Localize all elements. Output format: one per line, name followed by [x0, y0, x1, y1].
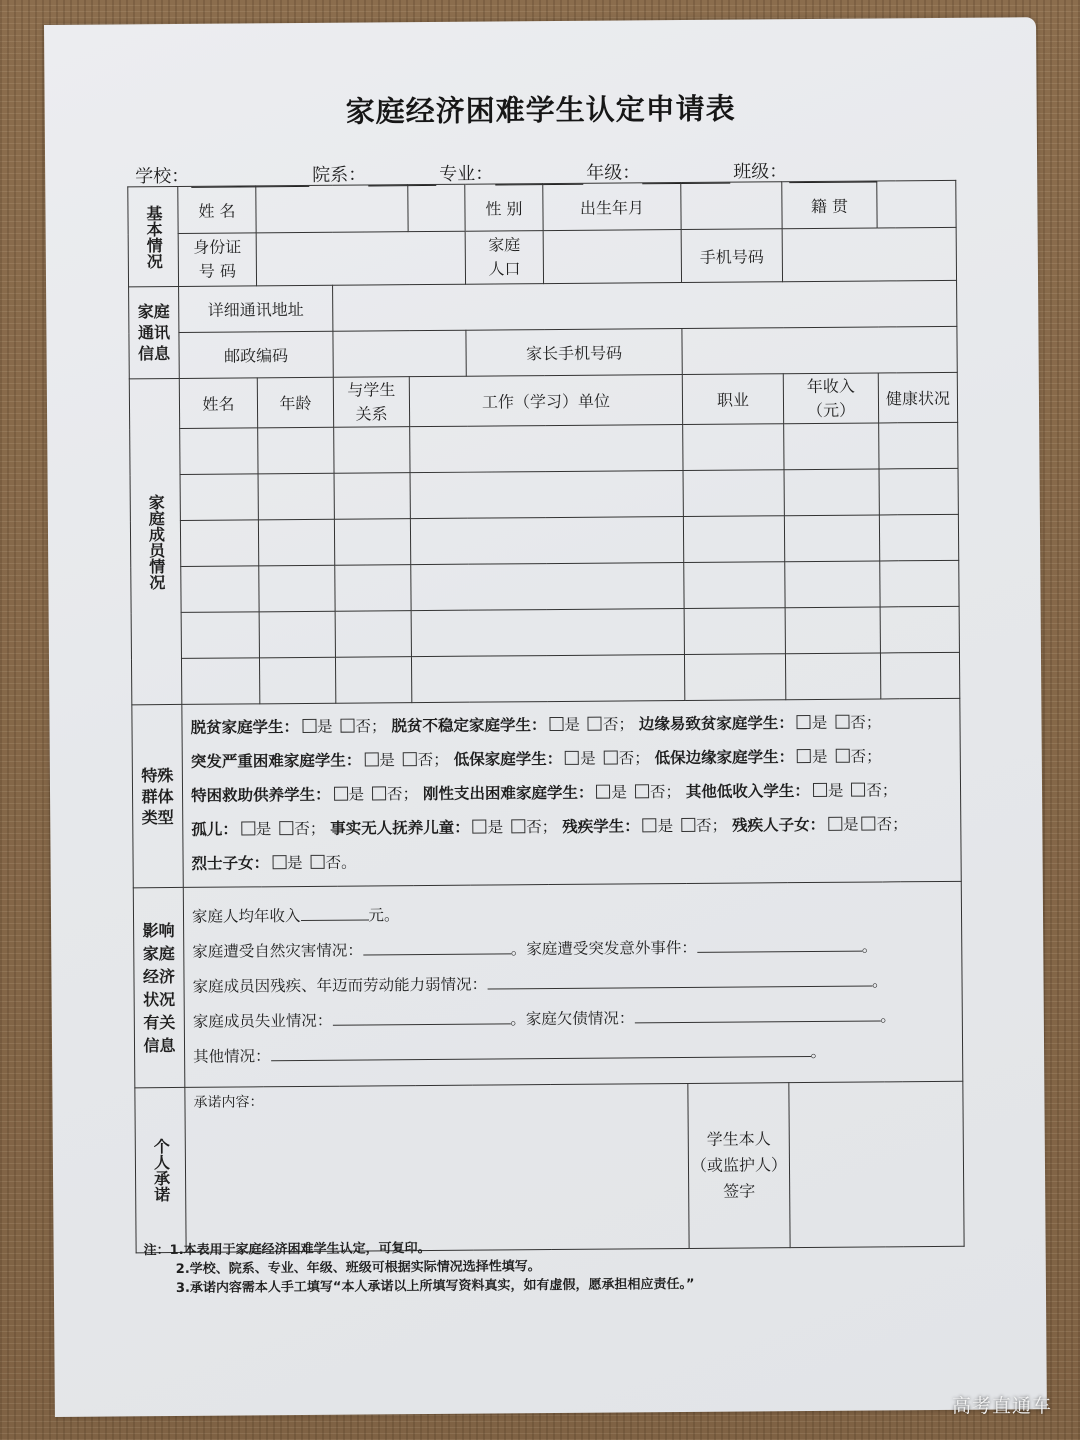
- table-row: [130, 468, 958, 521]
- cell[interactable]: [879, 422, 958, 469]
- unemployment-field[interactable]: [332, 1007, 510, 1025]
- col-workplace: 工作（学习）单位: [409, 374, 682, 426]
- cell[interactable]: [410, 470, 683, 518]
- cell[interactable]: [684, 608, 785, 655]
- cell[interactable]: [683, 424, 784, 471]
- col-health: 健康状况: [878, 372, 957, 423]
- cell[interactable]: [879, 468, 958, 515]
- table-row: [130, 422, 958, 475]
- id-number-label: 身份证 号 码: [178, 233, 256, 287]
- cell[interactable]: [684, 654, 785, 701]
- accident-field[interactable]: [697, 935, 862, 953]
- cell[interactable]: [334, 519, 410, 566]
- cell[interactable]: [259, 565, 335, 612]
- phone-label: 手机号码: [681, 229, 782, 283]
- cell[interactable]: [785, 561, 880, 608]
- other-situation-field[interactable]: [271, 1040, 811, 1061]
- name-label: 姓 名: [178, 186, 256, 234]
- signature-field[interactable]: [789, 1081, 964, 1247]
- checkbox-yes[interactable]: [813, 783, 827, 797]
- cell[interactable]: [411, 562, 684, 610]
- address-field[interactable]: [333, 280, 957, 331]
- form-title: 家庭经济困难学生认定申请表: [345, 91, 736, 129]
- cell[interactable]: [411, 654, 684, 702]
- economic-info-fields: 家庭人均年收入 元。 家庭遭受自然灾害情况： 。家庭遭受突发意外事件： 。 家庭成员因残疾、年迈而劳动能力弱情况： 。 家庭成员失业情况： 。家庭欠债情况： 。 其他情况： 。: [183, 881, 963, 1087]
- cell[interactable]: [259, 611, 335, 658]
- cell[interactable]: [411, 608, 684, 656]
- table-row: [130, 514, 958, 567]
- grade-label: 年级：: [586, 162, 641, 184]
- checkbox-yes[interactable]: [334, 787, 348, 801]
- cell[interactable]: [258, 427, 334, 474]
- cell[interactable]: [880, 652, 959, 699]
- debt-field[interactable]: [634, 1004, 880, 1023]
- col-name: 姓名: [179, 378, 257, 429]
- checkbox-no[interactable]: [511, 819, 525, 833]
- form-paper: [44, 17, 1047, 1417]
- cell[interactable]: [784, 423, 879, 470]
- cell[interactable]: [785, 607, 880, 654]
- origin-label: 籍 贯: [782, 181, 877, 229]
- cell[interactable]: [784, 469, 879, 516]
- class-label: 班级：: [733, 161, 788, 183]
- col-age: 年龄: [257, 377, 333, 428]
- table-row: [131, 652, 959, 705]
- checkbox-no[interactable]: [835, 715, 849, 729]
- cell[interactable]: [880, 606, 959, 653]
- parent-phone-field[interactable]: [682, 326, 957, 374]
- checkbox-no[interactable]: [340, 719, 354, 733]
- cell[interactable]: [880, 560, 959, 607]
- postcode-label: 邮政编码: [179, 331, 333, 378]
- postcode-field[interactable]: [333, 330, 466, 377]
- household-size-field[interactable]: [543, 230, 681, 284]
- cell[interactable]: [335, 657, 411, 704]
- checkbox-yes[interactable]: [364, 752, 378, 766]
- checkbox-yes[interactable]: [549, 717, 563, 731]
- cell[interactable]: [784, 515, 879, 562]
- checkbox-yes[interactable]: [828, 817, 842, 831]
- signature-label: 学生本人 （或监护人） 签字: [688, 1083, 790, 1249]
- table-row: [131, 560, 959, 613]
- parent-phone-label: 家长手机号码: [466, 328, 682, 376]
- economic-section-label: 影响 家庭 经济 状况 有关 信息: [133, 887, 185, 1087]
- col-relation: 与学生 关系: [333, 377, 409, 428]
- disability-field[interactable]: [487, 970, 872, 990]
- school-label: 学校：: [135, 165, 190, 188]
- checkbox-no[interactable]: [681, 818, 695, 832]
- checkbox-yes[interactable]: [596, 785, 610, 799]
- checkbox-no[interactable]: [372, 786, 386, 800]
- cell[interactable]: [180, 474, 258, 521]
- spacer: [408, 184, 465, 231]
- checkbox-yes[interactable]: [473, 820, 487, 834]
- cell[interactable]: [335, 611, 411, 658]
- cell[interactable]: [181, 658, 259, 705]
- pledge-section-label: 个人承诺: [135, 1087, 186, 1252]
- cell[interactable]: [785, 653, 880, 700]
- checkbox-no[interactable]: [851, 783, 865, 797]
- checkbox-yes[interactable]: [797, 715, 811, 729]
- cell[interactable]: [683, 470, 784, 517]
- checkbox-no[interactable]: [604, 751, 618, 765]
- checkbox-yes[interactable]: [643, 818, 657, 832]
- birth-label: 出生年月: [543, 183, 681, 231]
- checkbox-no[interactable]: [635, 784, 649, 798]
- birth-field[interactable]: [681, 182, 782, 230]
- checkbox-no[interactable]: [836, 749, 850, 763]
- cell[interactable]: [181, 612, 259, 659]
- checkbox-no[interactable]: [403, 752, 417, 766]
- cell[interactable]: [410, 424, 683, 472]
- checkbox-no[interactable]: [862, 816, 876, 830]
- notes: 注：1.本表用于家庭经济困难学生认定，可复印。 2.学校、院系、专业、年级、班级可根据实际情况选择性填写。 3.承诺内容需本人手工填写“本人承诺以上所填写资料真实，如有虚假，愿承担相应责任。”: [143, 1241, 695, 1297]
- cell[interactable]: [180, 520, 258, 567]
- id-number-field[interactable]: [256, 231, 465, 286]
- checkbox-yes[interactable]: [565, 751, 579, 765]
- checkbox-yes[interactable]: [241, 821, 255, 835]
- origin-field[interactable]: [877, 180, 956, 228]
- cell[interactable]: [259, 657, 335, 704]
- phone-field[interactable]: [782, 227, 956, 281]
- pledge-content-field[interactable]: 承诺内容：: [185, 1083, 689, 1252]
- checkbox-no[interactable]: [588, 717, 602, 731]
- basic-info-section-label: 基本情况: [128, 186, 179, 286]
- natural-disaster-field[interactable]: [363, 937, 511, 955]
- cell[interactable]: [181, 566, 259, 613]
- checkbox-yes[interactable]: [797, 749, 811, 763]
- family-members-section-label: 家庭成员情况: [129, 378, 182, 704]
- application-form-table: [127, 180, 964, 1253]
- name-field[interactable]: [256, 185, 408, 233]
- cell[interactable]: [334, 427, 410, 474]
- special-groups-checklist: 脱贫家庭学生： 是 否； 脱贫不稳定家庭学生： 是 否； 边缘易致贫家庭学生： 是 否； 突发严重困难家庭学生： 是 否； 低保家庭学生： 是 否； 低保边缘家庭学生： 是 否； 特困救助供养学生： 是 否； 刚性支出困难家庭学生： 是 否； 其他低收入学生： 是 否； 孤儿： 是 否； 事实无人抚养儿童： 是 否； 残疾学生： 是 否； 残疾人子女： 是 否； 烈士子女： 是 否。: [182, 698, 961, 887]
- cell[interactable]: [258, 519, 334, 566]
- address-label: 详细通讯地址: [179, 285, 333, 332]
- cell[interactable]: [879, 514, 958, 561]
- col-income: 年收入 （元）: [783, 373, 878, 424]
- major-label: 专业：: [439, 163, 494, 185]
- per-capita-income-field[interactable]: [300, 903, 368, 921]
- cell[interactable]: [258, 473, 334, 520]
- cell[interactable]: [334, 473, 410, 520]
- household-size-label: 家庭 人口: [465, 231, 543, 285]
- cell[interactable]: [410, 516, 683, 564]
- table-row: [131, 606, 959, 659]
- cell[interactable]: [335, 565, 411, 612]
- cell[interactable]: [683, 516, 784, 563]
- checkbox-no[interactable]: [279, 821, 293, 835]
- contact-section-label: 家庭 通讯 信息: [129, 286, 180, 378]
- department-label: 院系：: [312, 164, 367, 186]
- cell[interactable]: [180, 428, 258, 475]
- col-occupation: 职业: [682, 374, 783, 425]
- checkbox-yes[interactable]: [272, 855, 286, 869]
- checkbox-no[interactable]: [310, 855, 324, 869]
- checkbox-yes[interactable]: [302, 719, 316, 733]
- cell[interactable]: [684, 562, 785, 609]
- gender-label: 性 别: [465, 184, 543, 232]
- special-groups-section-label: 特殊 群体 类型: [132, 704, 183, 887]
- watermark: 高考直通车: [951, 1395, 1052, 1417]
